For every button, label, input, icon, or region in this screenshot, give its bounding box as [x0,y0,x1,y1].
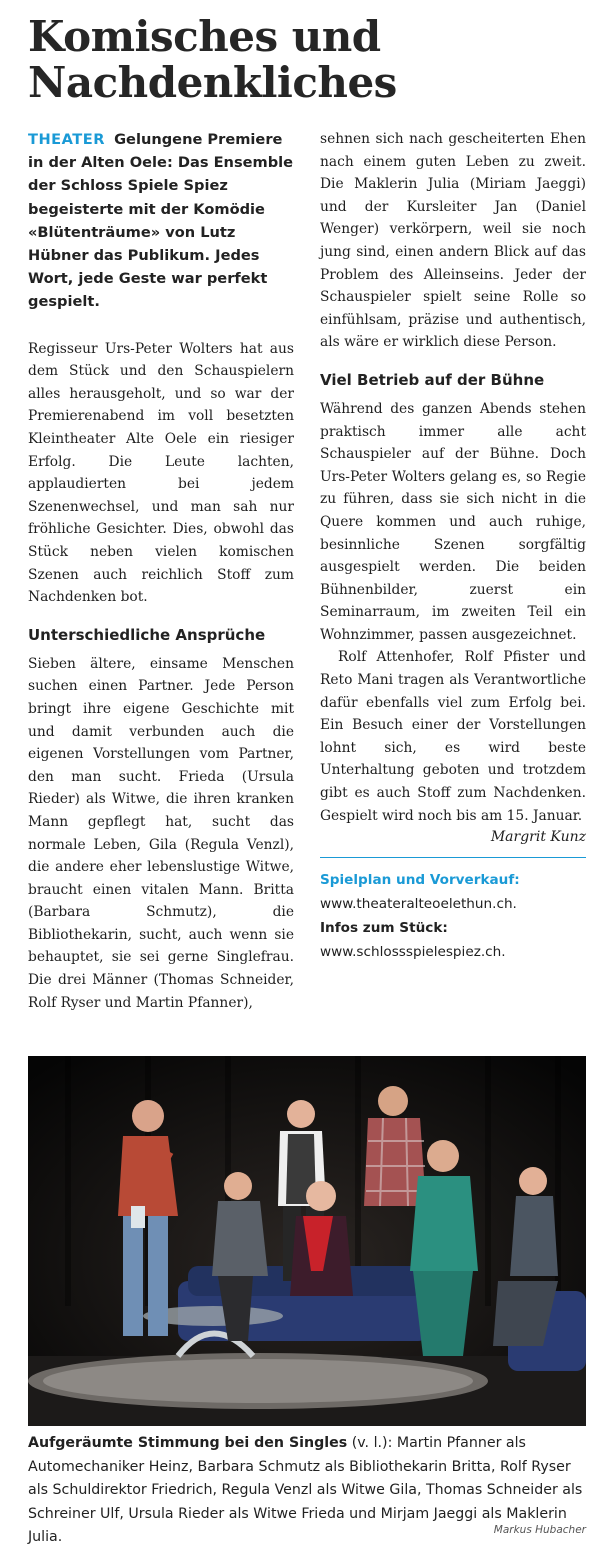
paragraph-2-continued: sehnen sich nach gescheiterten Ehen nach einem guten Leben zu zweit. Die Maklerin Julia (Miriam Jaeggi) und der Kursleiter Jan (Daniel Wenger) verkörpern, weil sie noch jung sind, einen andern Blick auf das Problem des Alleinseins. Jeder der Schauspieler spielt seine Rolle so einfühlsam, präzise und authentisch, als wäre er wirklich diese Person. [320,131,586,351]
info-divider [320,857,586,858]
section-kicker: THEATER [28,131,105,148]
lead-text: Gelungene Premiere in der Alten Oele: Das Ensemble der Schloss Spiele Spiez begeisterte mit der Komödie «Blütenträume» von Lutz Hübner das Publikum. Jedes Wort, jede Geste war perfekt gespielt. [28,131,294,311]
caption-text: (v. l.): Martin Pfanner als Automechaniker Heinz, Barbara Schmutz als Bibliothekarin Britta, Rolf Ryser als Schuldirektor Friedrich, Regula Venzl als Witwe Gila, Thomas Schneider als Schreiner Ulf, Ursula Rieder als Witwe Frieda und Mirjam Jaeggi als Maklerin Julia. [28,1435,583,1546]
info-box [320,868,586,964]
subhead-1: Unterschiedliche Ansprüche [28,625,266,644]
author-byline: Margrit Kunz [490,829,586,846]
article-lead [28,128,294,314]
paragraph-3: Während des ganzen Abends stehen praktisch immer alle acht Schauspieler auf der Bühne. Doch Urs-Peter Wolters gelang es, so Regie zu führen, dass sie sich nicht in die Quere kommen und auch ruhige, besinnliche Szenen sorgfältig ausgespielt werden. Die beiden Bühnenbilder, zuerst ein Seminarraum, im zweiten Teil ein Wohnzimmer, passen ausgezeichnet. [320,400,586,643]
photo-credit: Markus Hubacher [493,1524,586,1536]
subhead-2: Viel Betrieb auf der Bühne [320,370,545,389]
caption-title: Aufgeräumte Stimmung bei den Singles [28,1435,348,1451]
column-right [320,128,586,964]
article-headline: Komisches und Nachdenkliches [28,12,397,107]
paragraph-2: Sieben ältere, einsame Menschen suchen einen Partner. Jede Person bringt ihre eigene Geschichte mit und damit verbunden auch die eigenen Vorstellungen vom Partner, den man sucht. Frieda (Ursula Rieder) als Witwe, die ihren kranken Mann gepflegt hat, sucht das normale Leben, Gila (Regula Venzl), die andere eher lebenslustige Witwe, braucht einen vitalen Mann. Britta (Barbara Schmutz), die Bibliothekarin, sucht, auch wenn sie behauptet, sie sei gerne Singlefrau. Die drei Männer (Thomas Schneider, Rolf Ryser und Martin Pfanner), [28,655,294,1011]
info-link-play[interactable]: www.schlossspielespiez.ch. [320,944,506,961]
info-label-play: Infos zum Stück: [320,920,448,937]
info-label-tickets: Spielplan und Vorverkauf: [320,872,520,889]
paragraph-1: Regisseur Urs-Peter Wolters hat aus dem Stück und den Schauspielern alles herausgeholt, und so war der Premierenabend im voll besetzten Kleintheater Alte Oele ein riesiger Erfolg. Die Leute lachten, applaudierten bei jedem Szenenwechsel, und man sah nur fröhliche Gesichter. Dies, obwohl das Stück neben vielen komischen Szenen auch reichlich Stoff zum Nachdenken bot. [28,340,294,606]
column-left [28,128,294,1014]
paragraph-4: Rolf Attenhofer, Rolf Pfister und Reto Mani tragen als Verantwortliche dafür ebenfalls viel zum Erfolg bei. Ein Besuch einer der Vorstellungen lohnt sich, es wird beste Unterhaltung geboten und trotzdem gibt es auch Stoff zum Nachdenken. Gespielt wird noch bis am 15. Januar. [320,649,586,824]
stage-photo [28,1056,586,1426]
stage-photo-illustration [28,1056,586,1426]
info-link-tickets[interactable]: www.theateralteoelethun.ch. [320,896,517,913]
